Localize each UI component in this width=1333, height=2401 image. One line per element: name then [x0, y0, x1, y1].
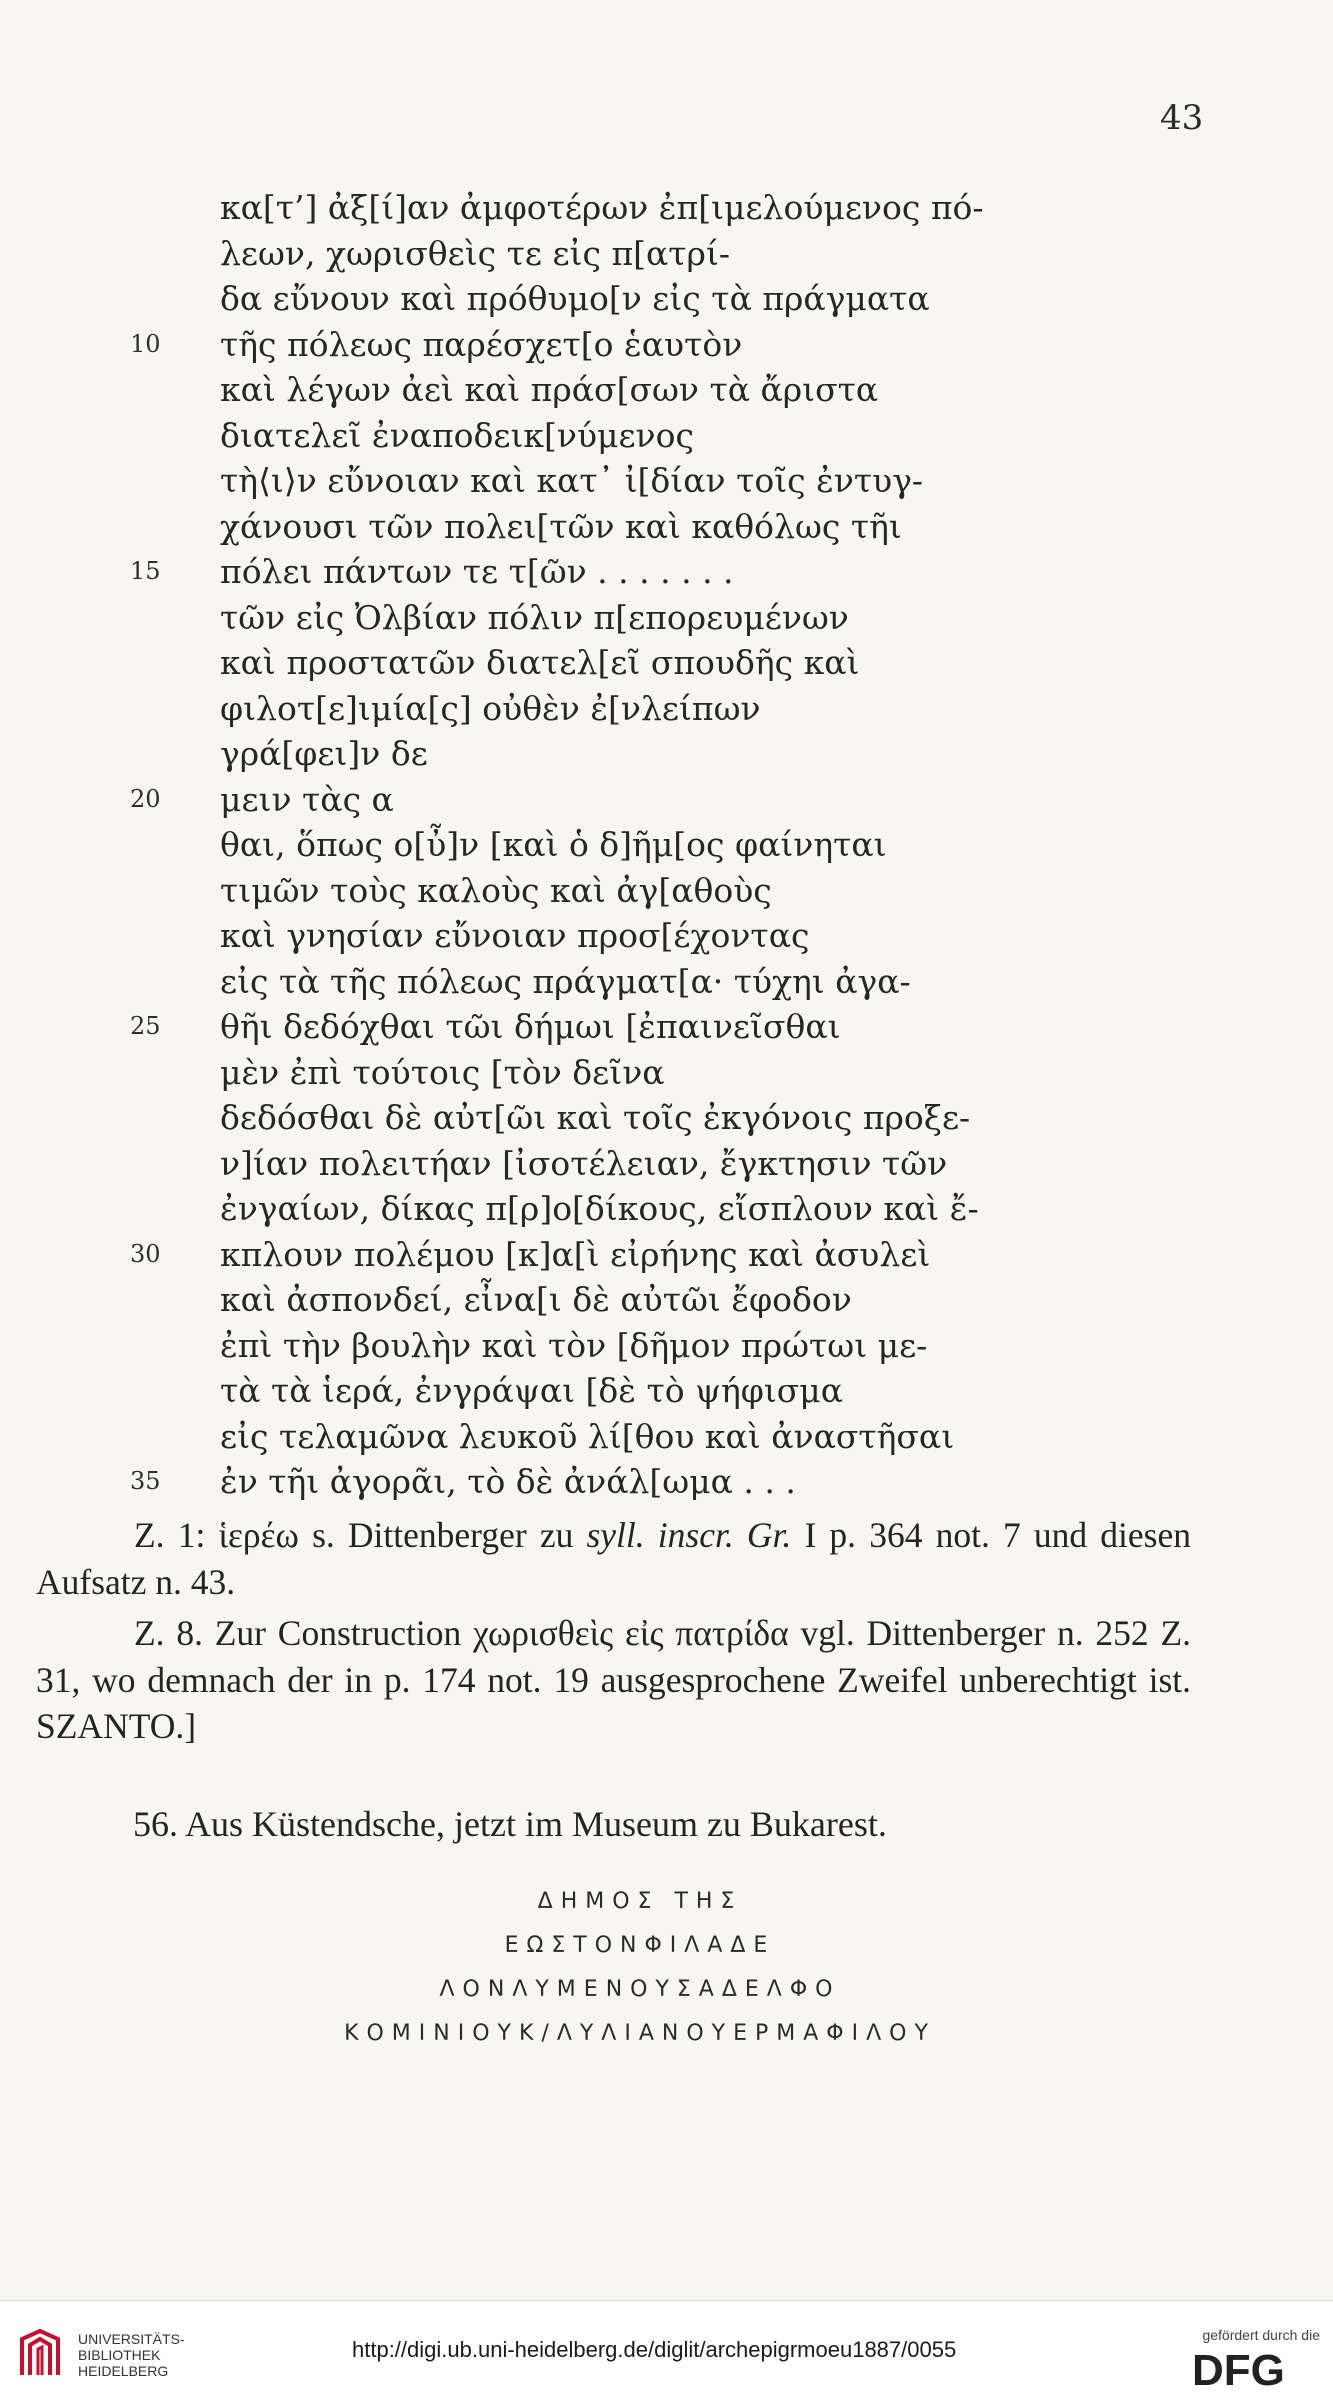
line-number: 30: [130, 1239, 161, 1268]
funded-by-label: gefördert durch die: [1202, 2327, 1320, 2343]
inscription-line-text: τιμῶν τοὺς καλοὺς καὶ ἀγ[αθοὺς: [220, 870, 772, 910]
inscription-line: [220, 913, 980, 959]
inscription-line: [220, 1277, 980, 1323]
inscription-line-text: γρά[φει]ν δε: [220, 734, 428, 773]
inscription-text: [130, 185, 984, 1505]
inscription-line: [220, 595, 980, 641]
note-line-1: [36, 1512, 1191, 1605]
note-1-text-a: Z. 1: ἱερέω s. Dittenberger zu: [134, 1515, 587, 1555]
note-1-citation: syll. inscr. Gr.: [586, 1515, 792, 1555]
inscription-line-text: ν]ίαν πολειτήαν [ἰσοτέλειαν, ἔγκτησιν τῶν: [220, 1143, 948, 1183]
inscription-line: [220, 1323, 980, 1369]
inscription-line: [130, 1459, 980, 1505]
line-number: 35: [130, 1467, 161, 1495]
section-heading: 56. Aus Küstendsche, jetzt im Museum zu Bukarest.: [133, 1804, 887, 1844]
inscription-line: [220, 413, 980, 459]
dfg-logo-text: DFG: [1192, 2346, 1285, 2391]
inscription-line-text: καὶ ἀσπονδεί, εἶνα[ι δὲ αὐτῶι ἔφοδον: [220, 1280, 852, 1319]
inscription-line-text: ἐνγαίων, δίκας π[ρ]ο[δίκους, εἴσπλουν καὶ ἔ-: [220, 1189, 979, 1228]
inscription-line-text: μειν τὰς α: [220, 779, 394, 819]
dfg-logo-icon[interactable]: [1188, 2345, 1318, 2391]
page-number: 43: [1160, 98, 1204, 138]
inscription-line: [220, 1050, 980, 1096]
line-number: 20: [130, 784, 161, 813]
inscription-line: [220, 1368, 980, 1414]
stone-line: ΚΟΜΙΝΙΟΥΚ/ΛΥΛΙΑΝΟΥΕΡΜΑΦΙΛΟΥ: [344, 2021, 936, 2046]
inscription-line-text: ἐν τῆι ἀγορᾶι, τὸ δὲ ἀνάλ[ωμα . . .: [220, 1462, 796, 1501]
library-name-line: BIBLIOTHEK: [78, 2347, 161, 2363]
library-logo-icon[interactable]: [14, 2325, 66, 2381]
inscription-line-text: τῶν εἰς Ὀλβίαν πόλιν π[επορευμένων: [220, 597, 849, 637]
inscription-line-text: λεων, χωρισθεὶς τε εἰς π[ατρί-: [220, 233, 731, 273]
inscription-line: [220, 731, 980, 777]
inscription-line: [220, 185, 984, 231]
inscription-line-text: τὴ⟨ι⟩ν εὔνοιαν καὶ κατ᾽ ἰ[δίαν τοῖς ἐντυγ-: [220, 461, 924, 500]
note-1-text-b: I p. 364 not. 7 und diesen Aufsatz n. 43.: [36, 1515, 1191, 1602]
inscription-line-text: εἰς τὰ τῆς πόλεως πράγματ[α· τύχηι ἀγα-: [220, 961, 911, 1001]
inscription-line: [220, 1414, 980, 1460]
inscription-line-text: κπλουν πολέμου [κ]α[ὶ εἰρήνης καὶ ἀσυλεὶ: [220, 1234, 931, 1274]
inscription-line: [220, 367, 980, 413]
inscription-line: [130, 777, 980, 823]
inscription-line-text: ἐπὶ τὴν βουλὴν καὶ τὸν [δῆμον πρώτωι με-: [220, 1325, 928, 1365]
inscription-line-text: θῆι δεδόχθαι τῶι δήμωι [ἐπαινεῖσθαι: [220, 1007, 841, 1046]
library-name-line: HEIDELBERG: [78, 2363, 169, 2379]
inscription-line-text: μὲν ἐπὶ τούτοις [τὸν δεῖνα: [220, 1052, 665, 1092]
inscription-line: [130, 549, 980, 595]
inscription-line: [220, 686, 980, 732]
inscription-line: [220, 1095, 980, 1141]
library-name-line: UNIVERSITÄTS-: [78, 2331, 185, 2347]
inscription-line: [220, 640, 980, 686]
inscription-line: [130, 1232, 980, 1278]
inscription-line: [220, 1141, 980, 1187]
inscription-line-text: θαι, ὅπως ο[ὖ]ν [καὶ ὁ δ]ῆμ[ος φαίνηται: [220, 825, 887, 864]
stone-transcription: [200, 1880, 1080, 2056]
inscription-line-text: τὰ τὰ ἱερά, ἐνγράψαι [δὲ τὸ ψήφισμα: [220, 1371, 844, 1410]
note-line-8: Z. 8. Zur Construction χωρισθεὶς εἰς πατρίδα vgl. Dittenberger n. 252 Z. 31, wo demnach der in p. 174 not. 19 ausgesprochene Zweifel unberechtigt ist. SZANTO.]: [36, 1613, 1191, 1746]
inscription-line: [220, 1186, 980, 1232]
inscription-line-text: καὶ λέγων ἀεὶ καὶ πράσ[σων τὰ ἄριστα: [220, 370, 879, 409]
line-number: 25: [130, 1012, 161, 1040]
inscription-line-text: κα[τ’] ἀξ[ί]αν ἀμφοτέρων ἐπ[ιμελούμενος πό-: [220, 188, 984, 227]
inscription-line-text: δεδόσθαι δὲ αὐτ[ῶι καὶ τοῖς ἐκγόνοις προξε-: [220, 1098, 971, 1137]
inscription-line-text: φιλοτ[ε]ιμία[ς] οὐθὲν ἐ[νλείπων: [220, 688, 761, 728]
stone-line: ΕΩΣΤΟΝΦΙΛΑΔΕ: [504, 1933, 776, 1958]
inscription-line-text: χάνουσι τῶν πολει[τῶν καὶ καθόλως τῆι: [220, 506, 902, 546]
inscription-line: [220, 959, 980, 1005]
line-number: 10: [130, 329, 161, 358]
inscription-line: [220, 504, 980, 550]
footer-bar: [0, 2300, 1333, 2401]
inscription-line-text: δα εὔνουν καὶ πρόθυμο[ν εἰς τὰ πράγματα: [220, 279, 930, 318]
inscription-line-text: εἰς τελαμῶνα λευκοῦ λί[θου καὶ ἀναστῆσαι: [220, 1416, 955, 1456]
inscription-line-text: καὶ γνησίαν εὔνοιαν προσ[έχοντας: [220, 916, 810, 955]
inscription-line: [220, 868, 980, 914]
stone-line: ΛΟΝΛΥΜΕΝΟΥΣΑΔΕΛΦΟ: [439, 1977, 841, 2002]
permalink-url[interactable]: http://digi.ub.uni-heidelberg.de/diglit/archepigrmoeu1887/0055: [352, 2337, 957, 2362]
inscription-line-text: καὶ προστατῶν διατελ[εῖ σπουδῆς καὶ: [220, 643, 860, 682]
inscription-line-text: διατελεῖ ἐναποδεικ[νύμενος: [220, 415, 694, 455]
inscription-line: [130, 1004, 980, 1050]
inscription-line: [220, 822, 980, 868]
inscription-line: [220, 231, 980, 277]
inscription-line-text: πόλει πάντων τε τ[ῶν . . . . . . .: [220, 552, 734, 591]
stone-line: ΔΗΜΟΣ ΤΗΣ: [537, 1889, 743, 1914]
inscription-line: [220, 458, 980, 504]
line-number: 15: [130, 557, 161, 585]
inscription-line: [220, 276, 980, 322]
inscription-line: [130, 322, 980, 368]
library-name[interactable]: [78, 2331, 238, 2379]
inscription-line-text: τῆς πόλεως παρέσχετ[ο ἑαυτὸν: [220, 324, 743, 364]
commentary-notes: [36, 1512, 1191, 1755]
